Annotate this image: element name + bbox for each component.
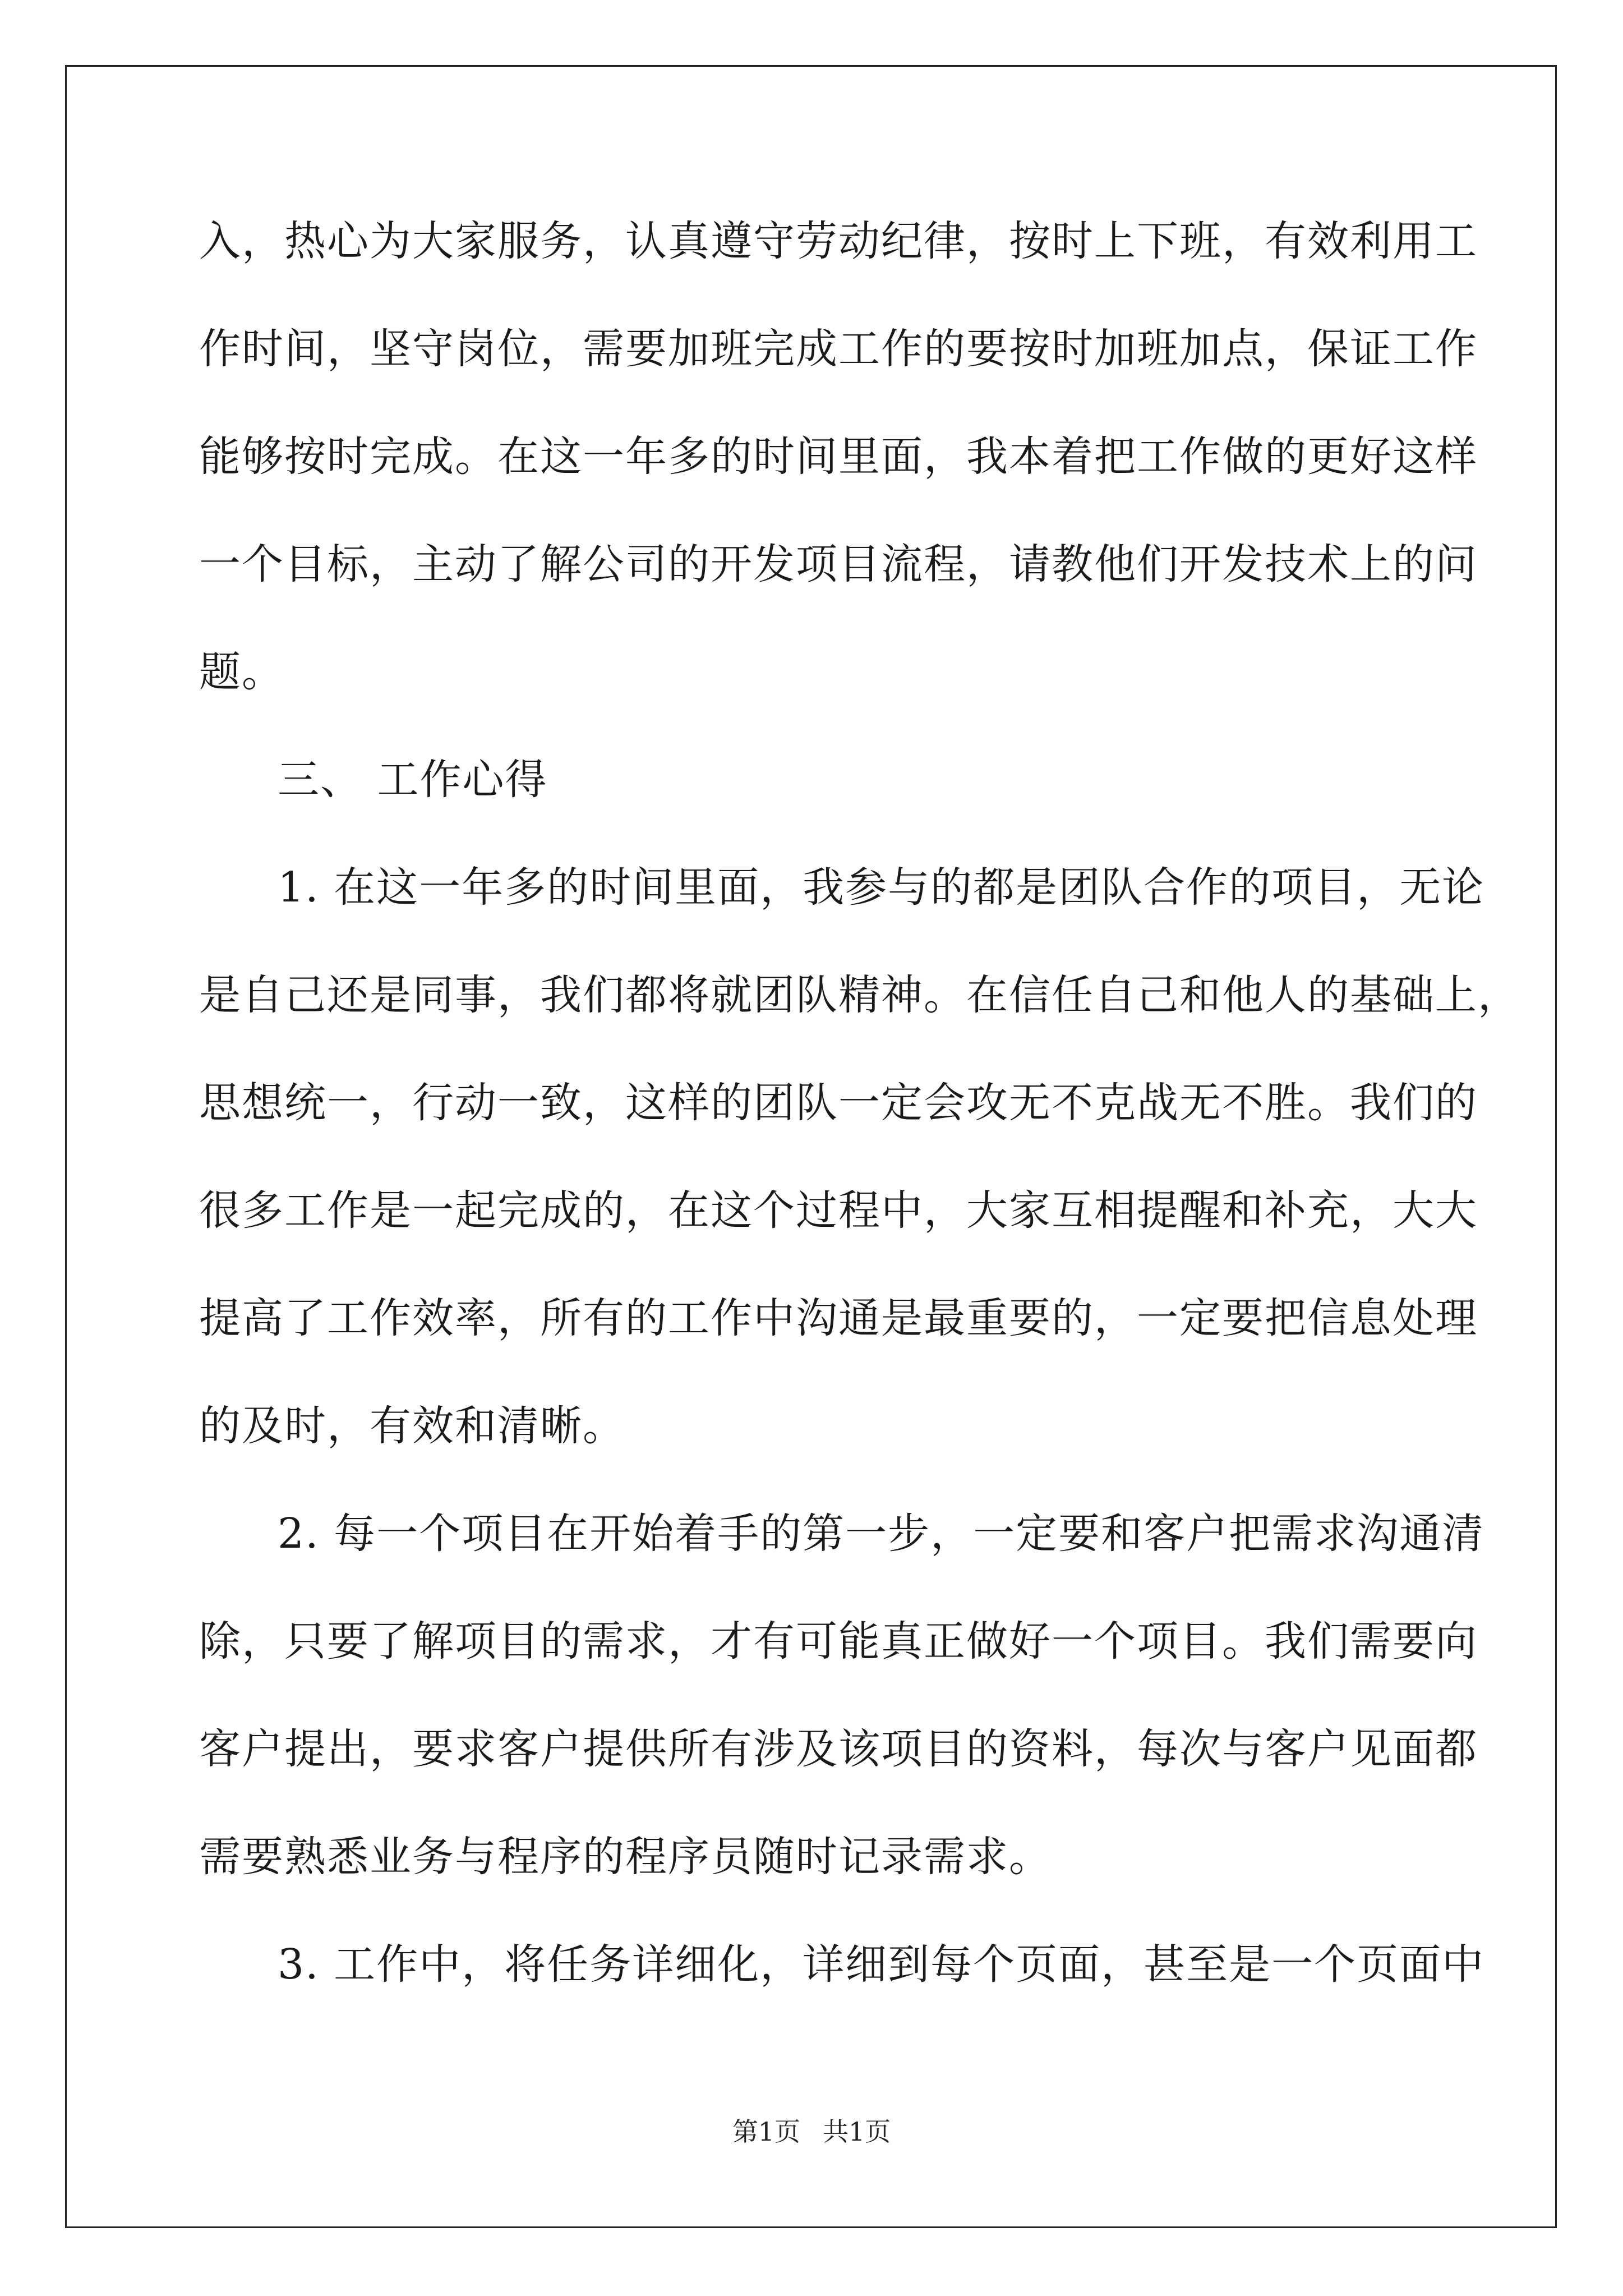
section-heading: 三、 工作心得 [278,756,548,804]
paragraph-3-line-1: 2. 每一个项目在开始着手的第一步，一定要和客户把需求沟通清 [278,1510,1485,1558]
page-footer [0,2115,1623,2148]
paragraph-1-line-4: 一个目标，主动了解公司的开发项目流程，请教他们开发技术上的问 [199,540,1478,588]
paragraph-1-line-1: 入，热心为大家服务，认真遵守劳动纪律，按时上下班，有效利用工 [199,217,1478,265]
paragraph-1-line-5: 题。 [199,648,284,696]
paragraph-3-line-4: 需要熟悉业务与程序的程序员随时记录需求。 [199,1833,1052,1881]
paragraph-2-line-6: 的及时，有效和清晰。 [199,1402,625,1450]
paragraph-4-line-1: 3. 工作中，将任务详细化，详细到每个页面，甚至是一个页面中 [278,1940,1485,1989]
paragraph-2-line-2: 是自己还是同事，我们都将就团队精神。在信任自己和他人的基础上， [199,971,1520,1019]
page-number-total: 共1页 [823,2116,891,2147]
paragraph-1-line-3: 能够按时完成。在这一年多的时间里面，我本着把工作做的更好这样 [199,432,1478,481]
paragraph-2-line-4: 很多工作是一起完成的，在这个过程中，大家互相提醒和补充，大大 [199,1186,1478,1235]
paragraph-2-line-5: 提高了工作效率，所有的工作中沟通是最重要的，一定要把信息处理 [199,1294,1478,1342]
document-body [199,213,1520,2044]
paragraph-3-line-2: 除，只要了解项目的需求，才有可能真正做好一个项目。我们需要向 [199,1617,1478,1665]
paragraph-2-line-1: 1. 在这一年多的时间里面，我参与的都是团队合作的项目，无论 [278,863,1485,912]
paragraph-2-line-3: 思想统一，行动一致，这样的团队一定会攻无不克战无不胜。我们的 [199,1079,1478,1127]
paragraph-3-line-3: 客户提出，要求客户提供所有涉及该项目的资料，每次与客户见面都 [199,1725,1478,1773]
paragraph-1-line-2: 作时间，坚守岗位，需要加班完成工作的要按时加班加点，保证工作 [199,325,1478,373]
page-number-current: 第1页 [732,2116,800,2147]
